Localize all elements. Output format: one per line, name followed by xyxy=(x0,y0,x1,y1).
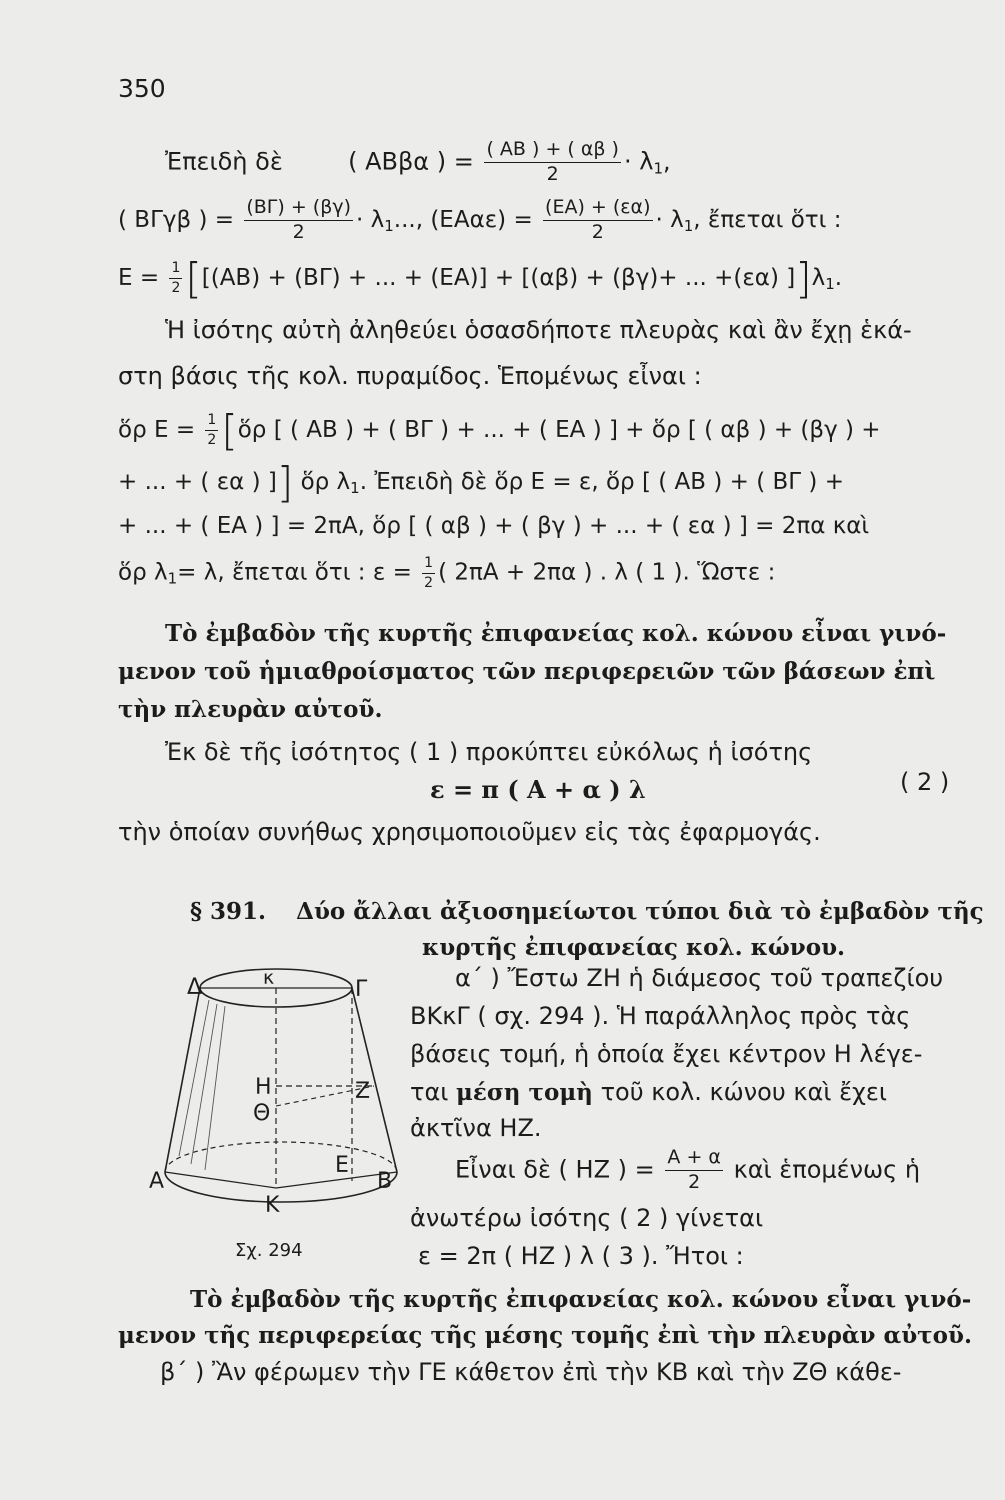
fraction: $\frac{( AB ) + ( \alpha\beta )}{2}$ xyxy=(486,138,619,185)
equation-hz: Εἶναι δὲ ( ΗΖ ) = $\frac{A + \alpha}{2}$ καὶ ἑπομένως ἡ xyxy=(455,1146,921,1193)
equation-e-sum: Ε = $\frac{1}{2}$ [[(ΑΒ) + (ΒΓ) + ... + (ΕΑ)] + [(αβ) + (βγ)+ ... +(εα) ]]$\lambda_1$. xyxy=(118,254,843,303)
section-number: § 391. xyxy=(190,898,267,925)
section-heading xyxy=(190,900,984,923)
par-a-line2: ΒΚκΓ ( σχ. 294 ). Ἡ παράλληλος πρὸς τὰς xyxy=(410,1002,911,1030)
equation-or-e: ὅρ Ε = $\frac{1}{2}$ [ὅρ [ ( ΑΒ ) + ( ΒΓ ) + ... + ( ΕΑ ) ] + ὅρ [ ( αβ ) + (βγ ) + xyxy=(118,406,881,455)
theorem2-line2: μενον τῆς περιφερείας τῆς μέσης τομῆς ἐπὶ τὴν πλευρὰν αὐτοῦ. xyxy=(118,1322,972,1349)
label-epsilon: Ε xyxy=(335,1153,349,1178)
lhs: ( ΑΒβα ) = xyxy=(348,147,474,176)
equation-bgyb: ( ΒΓγβ ) = $\frac{(B\Gamma) + (\beta\gamma)}{2}$ · $\lambda_1$..., (ΕΑαε) = $\frac{(EA) + (\varepsilon\alpha)}{2}$ · $\lambda_1$, ἔπεται ὅτι : xyxy=(118,196,842,243)
text-c: Ἐκ δὲ τῆς ἰσότητος ( 1 ) προκύπτει εὐκόλως ἡ ἰσότης xyxy=(165,738,813,766)
theorem2-line1: Τὸ ἐμβαδὸν τῆς κυρτῆς ἐπιφανείας κολ. κώνου εἶναι γινό- xyxy=(190,1286,972,1313)
label-theta: Θ xyxy=(253,1101,271,1126)
label-eta: Η xyxy=(255,1075,272,1100)
label-kappa-small: κ xyxy=(263,967,275,989)
page-number: 350 xyxy=(118,74,166,103)
text-a: Ἡ ἰσότης αὐτὴ ἀληθεύει ὁσασδήποτε πλευρὰς καὶ ἂν ἔχῃ ἑκά- xyxy=(165,316,912,344)
equation-2: ε = π ( Α + α ) λ xyxy=(430,775,646,804)
mean-section-term: μέση τομὴ xyxy=(456,1079,593,1106)
equation-line7: ὅρ $\lambda_1= \lambda$, ἔπεται ὅτι : ε = $\frac{1}{2}$ ( 2πΑ + 2πα ) . λ ( 1 ). Ὥστε : xyxy=(118,555,776,591)
theorem1-line2: μενον τοῦ ἡμιαθροίσματος τῶν περιφερειῶν τῶν βάσεων ἐπὶ xyxy=(118,658,936,685)
par-c: β΄ ) Ἂν φέρωμεν τὴν ΓΕ κάθετον ἐπὶ τὴν ΚΒ καὶ τὴν ΖΘ κάθε- xyxy=(160,1358,902,1386)
equation-line6: + ... + ( ΕΑ ) ] = 2πΑ, ὅρ [ ( αβ ) + ( βγ ) + ... + ( εα ) ] = 2πα καὶ xyxy=(118,513,870,539)
theorem1-line3: τὴν πλευρὰν αὐτοῦ. xyxy=(118,696,383,723)
bottom-base-back xyxy=(165,1142,397,1172)
label-zeta: Ζ xyxy=(355,1079,371,1104)
equation-abba: Ἐπειδὴ δὲ ( ΑΒβα ) = $\frac{( AB ) + ( \alpha\beta )}{2}$ · $\lambda_1$, xyxy=(165,138,671,185)
text-b: στη βάσις τῆς κολ. πυραμίδος. Ἑπομένως εἶναι : xyxy=(118,362,702,390)
figure-caption: Σχ. 294 xyxy=(235,1240,303,1261)
text-d: τὴν ὁποίαν συνήθως χρησιμοποιοῦμεν εἰς τὰς ἐφαρμογάς. xyxy=(118,818,821,846)
section-title-2: κυρτῆς ἐπιφανείας κολ. κώνου. xyxy=(422,934,846,961)
par-a-line5: ἀκτῖνα ΗΖ. xyxy=(410,1114,542,1142)
equation-2-tag: ( 2 ) xyxy=(900,768,950,796)
label-kappa: Κ xyxy=(265,1193,280,1218)
equation-line5: + ... + ( εα ) ]] ὅρ $\lambda_1$. Ἐπειδὴ δὲ ὅρ Ε = ε, ὅρ [ ( ΑΒ ) + ( ΒΓ ) + xyxy=(118,458,844,507)
label-alpha: Α xyxy=(149,1169,165,1194)
equation-3: ε = 2π ( ΗΖ ) λ ( 3 ). Ἤτοι : xyxy=(418,1242,744,1270)
left-side xyxy=(165,988,200,1172)
figure-294 xyxy=(149,960,400,1261)
label-beta: Β xyxy=(377,1169,393,1194)
label-gamma: Γ xyxy=(355,977,368,1002)
section-title: Δύο ἄλλαι ἀξιοσημείωτοι τύποι διὰ τὸ ἐμβαδὸν τῆς xyxy=(296,898,984,925)
bottom-radius-left xyxy=(165,1172,276,1188)
par-a-line4: ται μέση τομὴ τοῦ κολ. κώνου καὶ ἔχει xyxy=(410,1078,887,1106)
label-delta: Δ xyxy=(187,975,203,1000)
theorem1-line1: Τὸ ἐμβαδὸν τῆς κυρτῆς ἐπιφανείας κολ. κώνου εἶναι γινό- xyxy=(165,620,947,647)
lead-text: Ἐπειδὴ δὲ xyxy=(165,147,283,176)
par-b-line1: ἀνωτέρω ἰσότης ( 2 ) γίνεται xyxy=(410,1204,764,1232)
par-a-line1: α΄ ) Ἔστω ΖΗ ἡ διάμεσος τοῦ τραπεζίου xyxy=(455,964,944,992)
par-a-line3: βάσεις τομή, ἡ ὁποία ἔχει κέντρον Η λέγε- xyxy=(410,1040,923,1068)
